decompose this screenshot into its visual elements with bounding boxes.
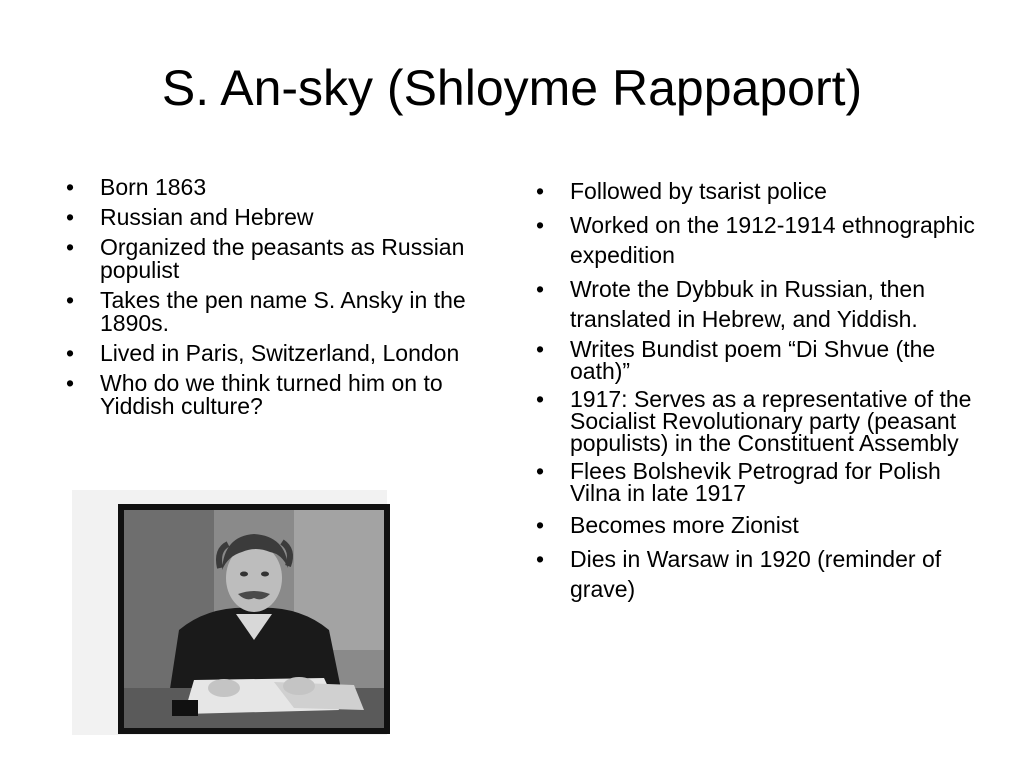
list-item: • Born 1863 xyxy=(58,176,498,199)
list-item: • Lived in Paris, Switzerland, London xyxy=(58,342,498,365)
list-item: • 1917: Serves as a representative of the Socialist Revolutionary party (peasant populists) in the Constituent Assembly xyxy=(528,388,988,454)
list-item: • Becomes more Zionist xyxy=(528,510,988,540)
list-item: • Who do we think turned him on to Yiddish culture? xyxy=(58,372,498,418)
portrait-illustration xyxy=(124,510,384,728)
portrait-photo xyxy=(118,504,390,734)
left-bullet-list xyxy=(58,176,498,425)
list-item: • Followed by tsarist police xyxy=(528,176,988,206)
list-item: • Dies in Warsaw in 1920 (reminder of grave) xyxy=(528,544,988,604)
list-item: • Flees Bolshevik Petrograd for Polish Vilna in late 1917 xyxy=(528,460,988,504)
list-item: • Takes the pen name S. Ansky in the 1890s. xyxy=(58,289,498,335)
slide-title: S. An-sky (Shloyme Rappaport) xyxy=(161,60,863,116)
list-item: • Wrote the Dybbuk in Russian, then translated in Hebrew, and Yiddish. xyxy=(528,274,988,334)
list-item: • Writes Bundist poem “Di Shvue (the oath)” xyxy=(528,338,988,382)
list-item: • Organized the peasants as Russian populist xyxy=(58,236,498,282)
list-item: • Worked on the 1912-1914 ethnographic expedition xyxy=(528,210,988,270)
right-bullet-list xyxy=(528,176,988,608)
list-item: • Russian and Hebrew xyxy=(58,206,498,229)
